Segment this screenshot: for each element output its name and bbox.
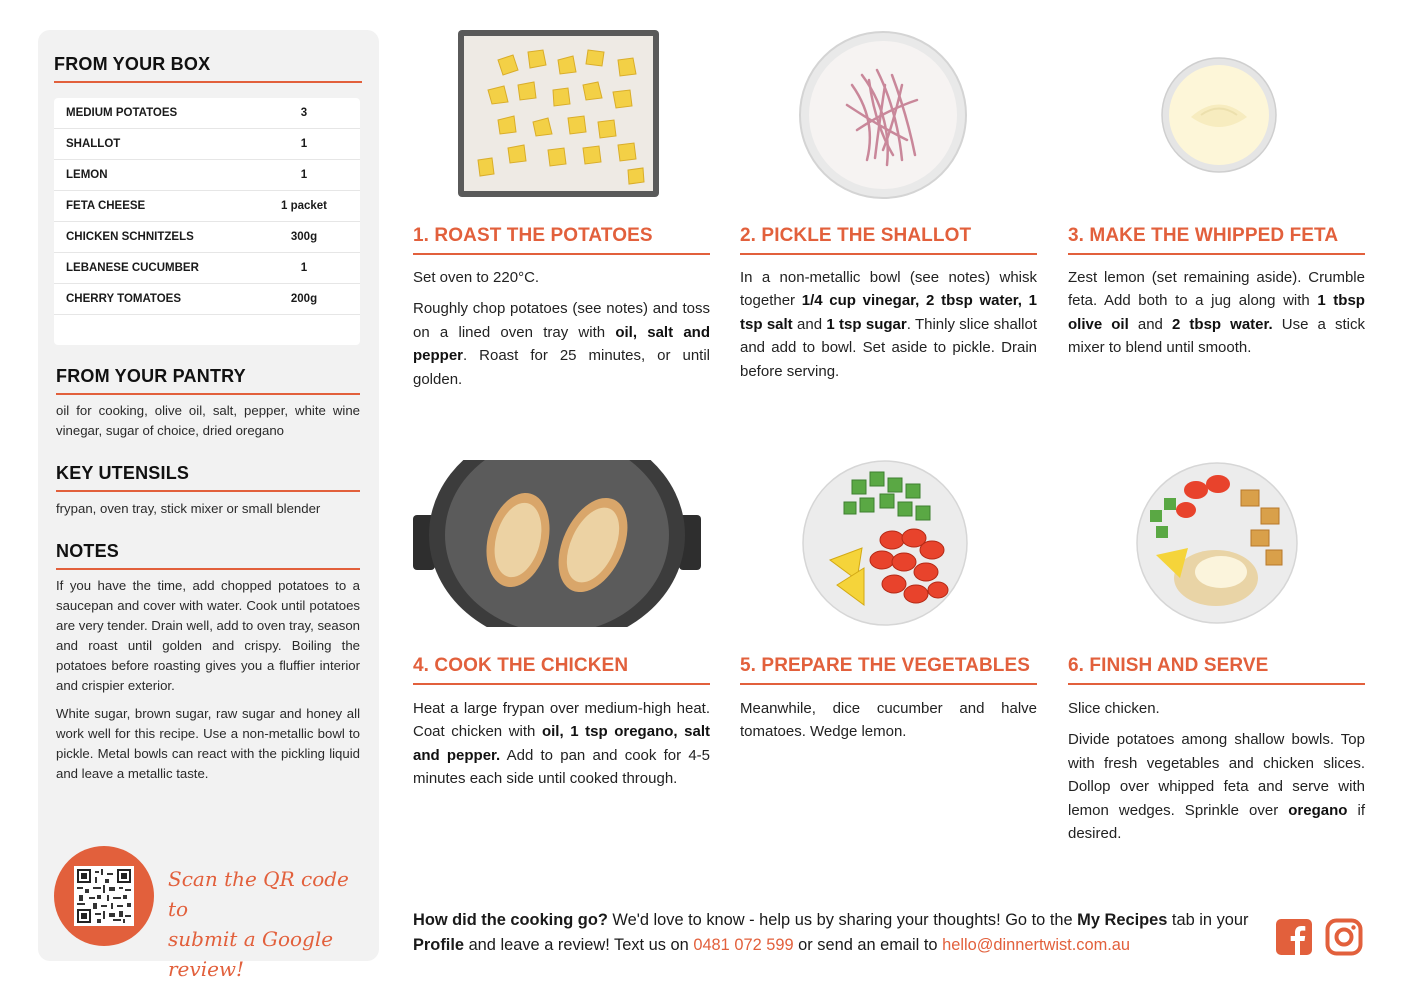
- step-text-span: and: [792, 315, 827, 333]
- ingredient-name: LEMON: [66, 169, 108, 181]
- ingredient-qty: 1: [300, 138, 308, 150]
- step-text-span: and: [1128, 315, 1172, 333]
- ingredient-name: MEDIUM POTATOES: [66, 107, 178, 119]
- profile-link[interactable]: Profile: [413, 936, 465, 954]
- step-6-title: 6. FINISH AND SERVE: [1068, 655, 1365, 685]
- step-text-span: Zest lemon (set remaining aside). Crumble feta. Add both to a jug along with: [1068, 269, 1365, 310]
- step-5-title: 5. PREPARE THE VEGETABLES: [740, 655, 1037, 685]
- step-text: Meanwhile, dice cucumber and halve tomatoes. Wedge lemon.: [740, 700, 1037, 741]
- step-text: [413, 297, 710, 391]
- step-text-bold: 1 tbsp olive oil: [1068, 292, 1365, 333]
- table-row: [54, 191, 360, 222]
- step-3-body: [1068, 266, 1365, 368]
- step-6-body: [1068, 697, 1365, 853]
- qr-caption-line: Scan the QR code to: [168, 867, 349, 921]
- qr-badge[interactable]: [54, 846, 154, 946]
- whipped-feta-photo: [1161, 57, 1277, 173]
- step-text-bold: oregano: [1288, 801, 1348, 819]
- finish-and-serve-photo: [1136, 460, 1298, 626]
- step-text: [1068, 728, 1365, 845]
- step-text-span: Divide potatoes among shallow bowls. Top with fresh vegetables and chicken slices. Dollop over whipped feta and serve with lemon wedges. Sprinkle over: [1068, 731, 1365, 819]
- step-1-body: [413, 266, 710, 399]
- ingredient-name: LEBANESE CUCUMBER: [66, 262, 199, 274]
- roast-potatoes-photo: [458, 30, 659, 197]
- sidebar: [38, 30, 379, 981]
- utensils-heading: KEY UTENSILS: [56, 463, 360, 492]
- ingredient-name: CHERRY TOMATOES: [66, 293, 182, 305]
- step-4-body: [413, 697, 710, 799]
- step-text-bold: 1 tsp sugar: [826, 315, 907, 333]
- note-paragraph: White sugar, brown sugar, raw sugar and honey all work well for this recipe. Use a non-metallic bowl to pickle. Metal bowls can react with the pickling liquid and leave a metallic taste.: [56, 706, 360, 781]
- qr-caption-line: submit a Google review!: [168, 927, 334, 981]
- step-text: [413, 697, 710, 791]
- step-text-bold: oil, 1 tsp oregano, salt and pepper.: [413, 723, 710, 764]
- ingredient-name: CHICKEN SCHNITZELS: [66, 231, 194, 243]
- step-text-span: Heat a large frypan over medium-high heat. Coat chicken with: [413, 700, 710, 741]
- pantry-heading: FROM YOUR PANTRY: [56, 366, 360, 395]
- table-row: [54, 129, 360, 160]
- step-text: [740, 266, 1037, 383]
- notes-text: [56, 576, 360, 792]
- footer-text: tab in your: [1167, 911, 1249, 929]
- qr-code-icon[interactable]: [74, 866, 134, 926]
- step-text: Slice chicken.: [1068, 700, 1160, 717]
- step-text-bold: 1/4 cup vinegar, 2 tbsp water, 1 tsp salt: [740, 292, 1038, 333]
- table-row: [54, 253, 360, 284]
- table-row: [54, 222, 360, 253]
- step-text-span: if desired.: [1068, 801, 1365, 843]
- ingredient-qty: 1 packet: [280, 200, 328, 212]
- footer-text: and leave a review! Text us on: [464, 936, 694, 954]
- step-2-title: 2. PICKLE THE SHALLOT: [740, 225, 1037, 255]
- notes-heading: NOTES: [56, 541, 360, 570]
- step-text-bold: 2 tbsp water.: [1171, 315, 1273, 333]
- step-3-title: 3. MAKE THE WHIPPED FETA: [1068, 225, 1365, 255]
- prepare-vegetables-photo: [802, 460, 968, 626]
- step-text-span: In a non-metallic bowl (see notes) whisk together: [740, 269, 1037, 310]
- ingredient-qty: 3: [300, 107, 308, 119]
- pickle-shallot-photo: [797, 30, 969, 200]
- my-recipes-link[interactable]: My Recipes: [1077, 911, 1168, 929]
- email-link[interactable]: hello@dinnertwist.com.au: [942, 936, 1131, 954]
- step-text-span: . Roast for 25 minutes, or until golden.: [413, 347, 710, 388]
- qr-caption: [168, 864, 368, 984]
- utensils-text: frypan, oven tray, stick mixer or small blender: [56, 501, 321, 516]
- step-text: [1068, 266, 1365, 360]
- review-footer: [413, 908, 1253, 958]
- ingredient-name: SHALLOT: [66, 138, 121, 150]
- step-4-title: 4. COOK THE CHICKEN: [413, 655, 710, 685]
- ingredient-qty: 300g: [290, 231, 318, 243]
- table-row: [54, 160, 360, 191]
- step-text-bold: oil, salt and pepper: [413, 323, 710, 365]
- ingredient-qty: 200g: [290, 293, 318, 305]
- footer-text: or send an email to: [793, 936, 943, 954]
- instagram-icon[interactable]: [1325, 918, 1363, 956]
- facebook-icon[interactable]: [1275, 918, 1313, 956]
- step-2-body: [740, 266, 1037, 391]
- note-paragraph: If you have the time, add chopped potatoes to a saucepan and cover with water. Cook until potatoes are very tender. Drain well, add to oven tray, season and roast until golden and crispy. Boiling the potatoes before roasting gives you a fluffier interior and crispier exterior.: [56, 578, 360, 693]
- table-row: [54, 98, 360, 129]
- phone-link[interactable]: 0481 072 599: [693, 936, 794, 954]
- step-1-title: 1. ROAST THE POTATOES: [413, 225, 710, 255]
- table-row: [54, 284, 360, 315]
- step-5-body: [740, 697, 1037, 752]
- step-text: Set oven to 220°C.: [413, 269, 540, 286]
- ingredient-qty: 1: [300, 262, 308, 274]
- ingredients-table: [54, 98, 360, 345]
- pantry-text: oil for cooking, olive oil, salt, pepper, white wine vinegar, sugar of choice, dried oregano: [56, 403, 360, 438]
- from-box-heading: FROM YOUR BOX: [54, 54, 362, 83]
- ingredient-name: FETA CHEESE: [66, 200, 146, 212]
- footer-question: How did the cooking go?: [413, 911, 608, 929]
- step-text-span: Roughly chop potatoes (see notes) and toss on a lined oven tray with: [413, 300, 710, 341]
- cook-chicken-photo: [413, 460, 701, 627]
- step-text-span: . Thinly slice shallot and add to bowl. Set aside to pickle. Drain before serving.: [740, 315, 1037, 380]
- step-text-span: Add to pan and cook for 4-5 minutes each side until cooked through.: [413, 746, 711, 788]
- footer-text: We'd love to know - help us by sharing your thoughts! Go to the: [607, 911, 1078, 929]
- step-text-span: Use a stick mixer to blend until smooth.: [1068, 315, 1365, 357]
- ingredient-qty: 1: [300, 169, 308, 181]
